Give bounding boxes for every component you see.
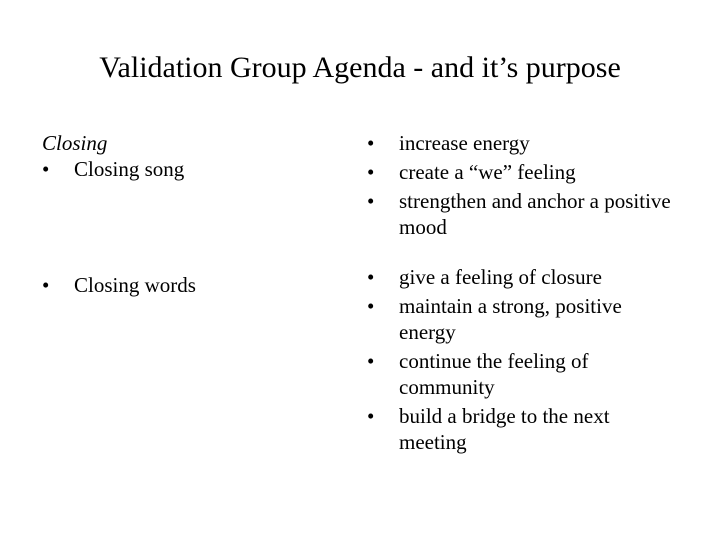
list-item	[367, 264, 677, 290]
bullet-icon: •	[367, 265, 375, 289]
list-item-text: build a bridge to the next meeting	[399, 404, 610, 454]
list-item	[367, 188, 677, 240]
list-item	[367, 348, 677, 400]
list-item	[367, 130, 677, 156]
right-column-top	[367, 130, 677, 243]
left-bullet-list-2	[42, 272, 342, 298]
list-item-text: continue the feeling of community	[399, 349, 589, 399]
left-bullet-list-1	[42, 156, 342, 182]
list-item-text: maintain a strong, positive energy	[399, 294, 622, 344]
bullet-icon: •	[42, 157, 50, 181]
list-item	[367, 403, 677, 455]
bullet-icon: •	[42, 273, 50, 297]
list-item-text: increase energy	[399, 131, 530, 155]
list-item-text: strengthen and anchor a positive mood	[399, 189, 671, 239]
list-item-text: Closing song	[74, 157, 185, 181]
bullet-icon: •	[367, 189, 375, 213]
list-item	[367, 159, 677, 185]
bullet-icon: •	[367, 294, 375, 318]
list-item-closing-song	[42, 156, 342, 182]
bullet-icon: •	[367, 131, 375, 155]
list-item-closing-words	[42, 272, 342, 298]
section-heading-closing: Closing	[42, 131, 108, 155]
purpose-list-words	[367, 264, 677, 455]
slide-title: Validation Group Agenda - and it’s purpose	[99, 51, 621, 84]
left-column-bottom	[42, 272, 342, 301]
bullet-icon: •	[367, 349, 375, 373]
bullet-icon: •	[367, 404, 375, 428]
purpose-list-song	[367, 130, 677, 240]
bullet-icon: •	[367, 160, 375, 184]
list-item-text: create a “we” feeling	[399, 160, 576, 184]
list-item	[367, 293, 677, 345]
left-column-top	[42, 130, 342, 185]
list-item-text: give a feeling of closure	[399, 265, 602, 289]
right-column-bottom	[367, 264, 677, 458]
list-item-text: Closing words	[74, 273, 196, 297]
